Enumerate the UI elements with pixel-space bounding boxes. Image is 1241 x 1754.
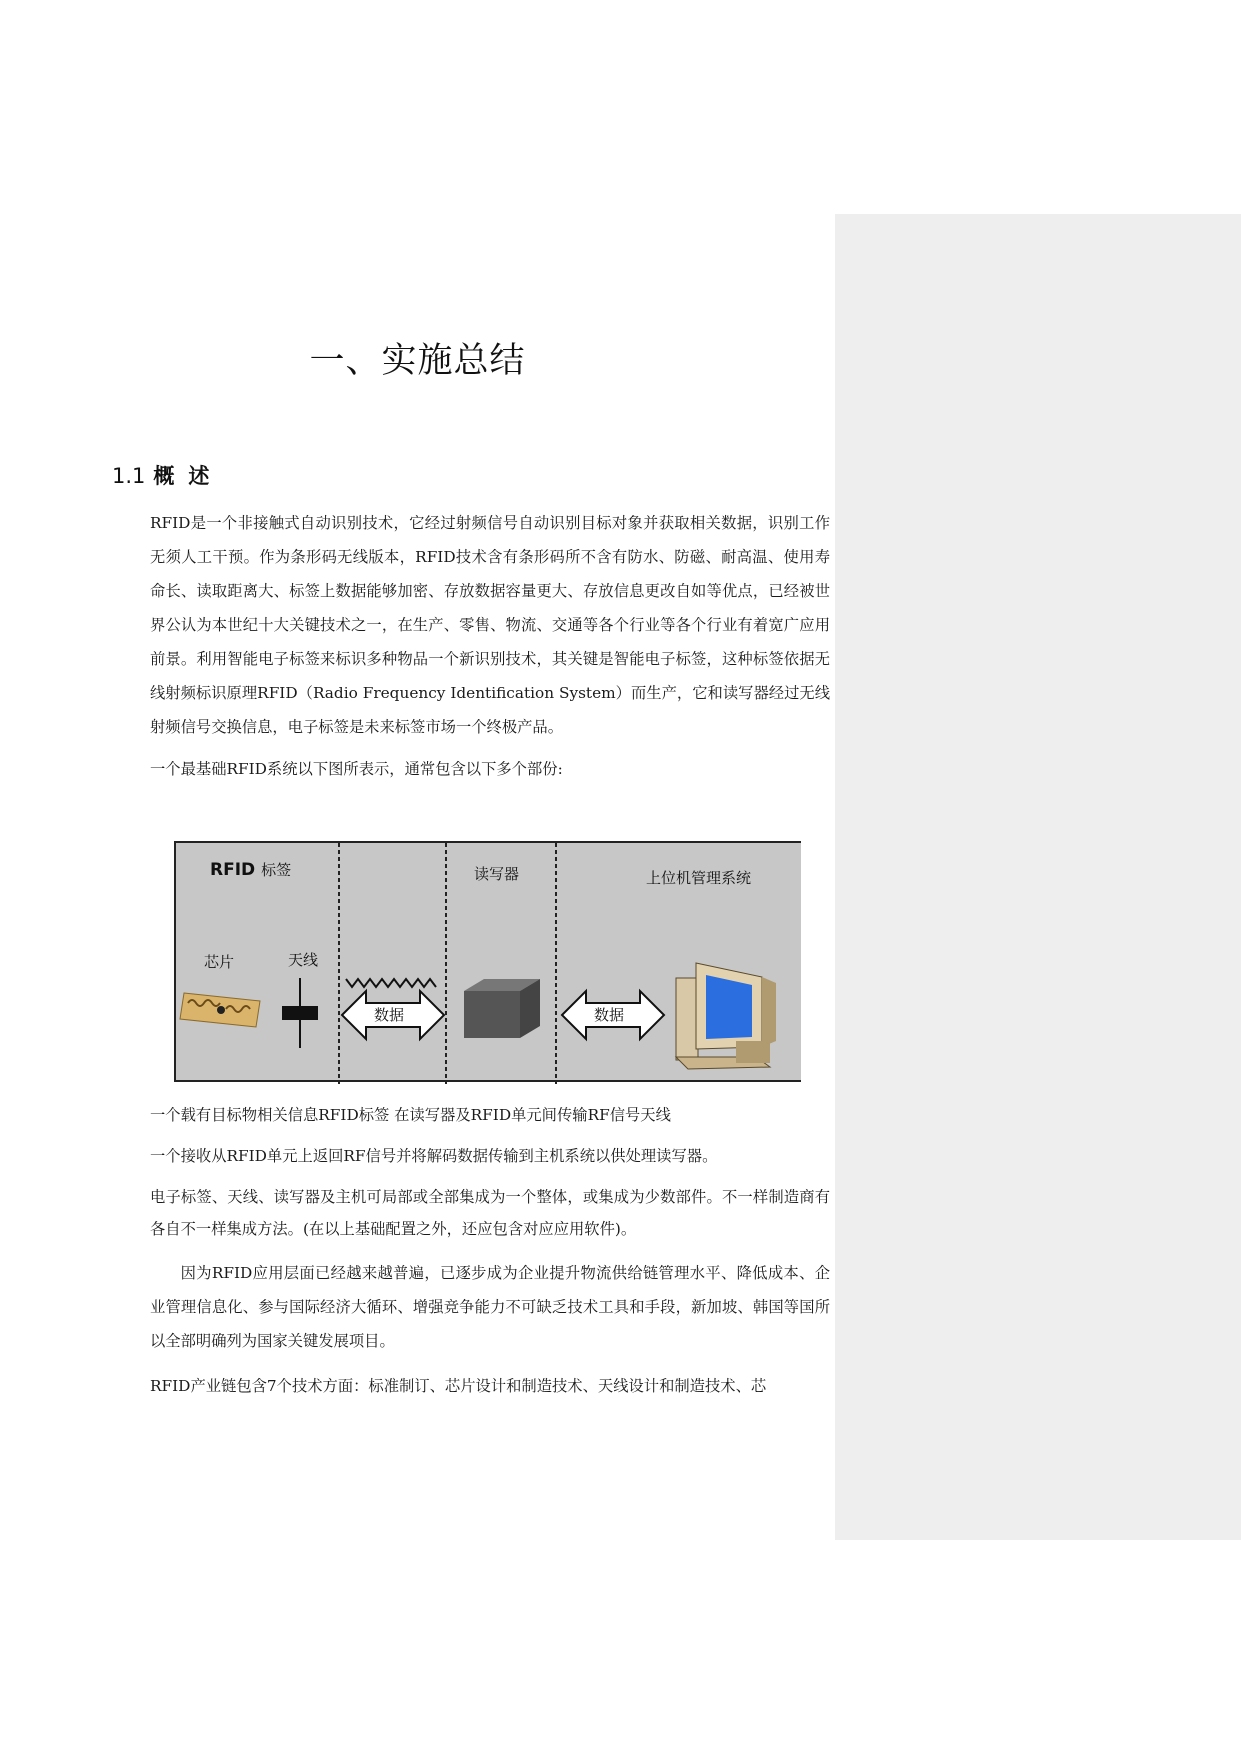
antenna-icon bbox=[282, 978, 318, 1048]
radio-wave-icon bbox=[346, 979, 436, 987]
antenna-label: 天线 bbox=[288, 951, 319, 969]
host-system-label: 上位机管理系统 bbox=[646, 869, 752, 887]
section-number: 1.1 bbox=[112, 464, 146, 488]
integration-paragraph: 电子标签、天线、读写器及主机可局部或全部集成为一个整体，或集成为少数部件。不一样制造商有各自不一样集成方法。(在以上基础配置之外，还应包含对应应用软件)。 bbox=[150, 1188, 830, 1238]
rfid-tag-icon bbox=[180, 993, 260, 1027]
section-title: 概述 bbox=[153, 464, 224, 488]
part2-line: 一个接收从RFID单元上返回RF信号并将解码数据传输到主机系统以供处理读写器。 bbox=[150, 1147, 718, 1165]
chapter-title: 一、实施总结 bbox=[309, 341, 526, 381]
computer-icon bbox=[676, 963, 776, 1069]
tag-label-text: 标签 bbox=[261, 861, 292, 879]
part1-line: 一个载有目标物相关信息RFID标签 在读写器及RFID单元间传输RF信号天线 bbox=[150, 1106, 671, 1124]
data-arrow-1-label: 数据 bbox=[374, 1006, 405, 1024]
industry-chain-line: RFID产业链包含7个技术方面：标准制订、芯片设计和制造技术、天线设计和制造技术、芯 bbox=[150, 1377, 767, 1395]
data-arrow-2-label: 数据 bbox=[594, 1006, 625, 1024]
chip-label: 芯片 bbox=[204, 953, 235, 971]
rfid-system-diagram bbox=[174, 841, 801, 1082]
adoption-paragraph: 因为RFID应用层面已经越来越普遍，已逐步成为企业提升物流供给链管理水平、降低成本、企业管理信息化、参与国际经济大循环、增强竞争能力不可缺乏技术工具和手段，新加坡、韩国等国所以全部明确列为国家关键发展项目。 bbox=[150, 1264, 830, 1350]
section-heading bbox=[112, 460, 223, 490]
comment-pane bbox=[835, 214, 1241, 1540]
system-intro-line: 一个最基础RFID系统以下图所表示，通常包含以下多个部份: bbox=[150, 760, 563, 778]
tag-label-rfid: RFID bbox=[210, 860, 256, 880]
reader-label: 读写器 bbox=[474, 865, 520, 883]
intro-paragraph: RFID是一个非接触式自动识别技术，它经过射频信号自动识别目标对象并获取相关数据，识别工作无须人工干预。作为条形码无线版本，RFID技术含有条形码所不含有防水、防磁、耐高温、使用寿命长、读取距离大、标签上数据能够加密、存放数据容量更大、存放信息更改自如等优点，已经被世界公认为本世纪十大关键技术之一，在生产、零售、物流、交通等各个行业等各个行业有着宽广应用前景。利用智能电子标签来标识多种物品一个新识别技术，其关键是智能电子标签，这种标签依据无线射频标识原理RFID（Radio Frequency Identification System）而生产，它和读写器经过无线射频信号交换信息，电子标签是未来标签市场一个终极产品。 bbox=[150, 514, 830, 736]
tag-section-label bbox=[210, 859, 291, 880]
reader-icon bbox=[464, 979, 540, 1038]
